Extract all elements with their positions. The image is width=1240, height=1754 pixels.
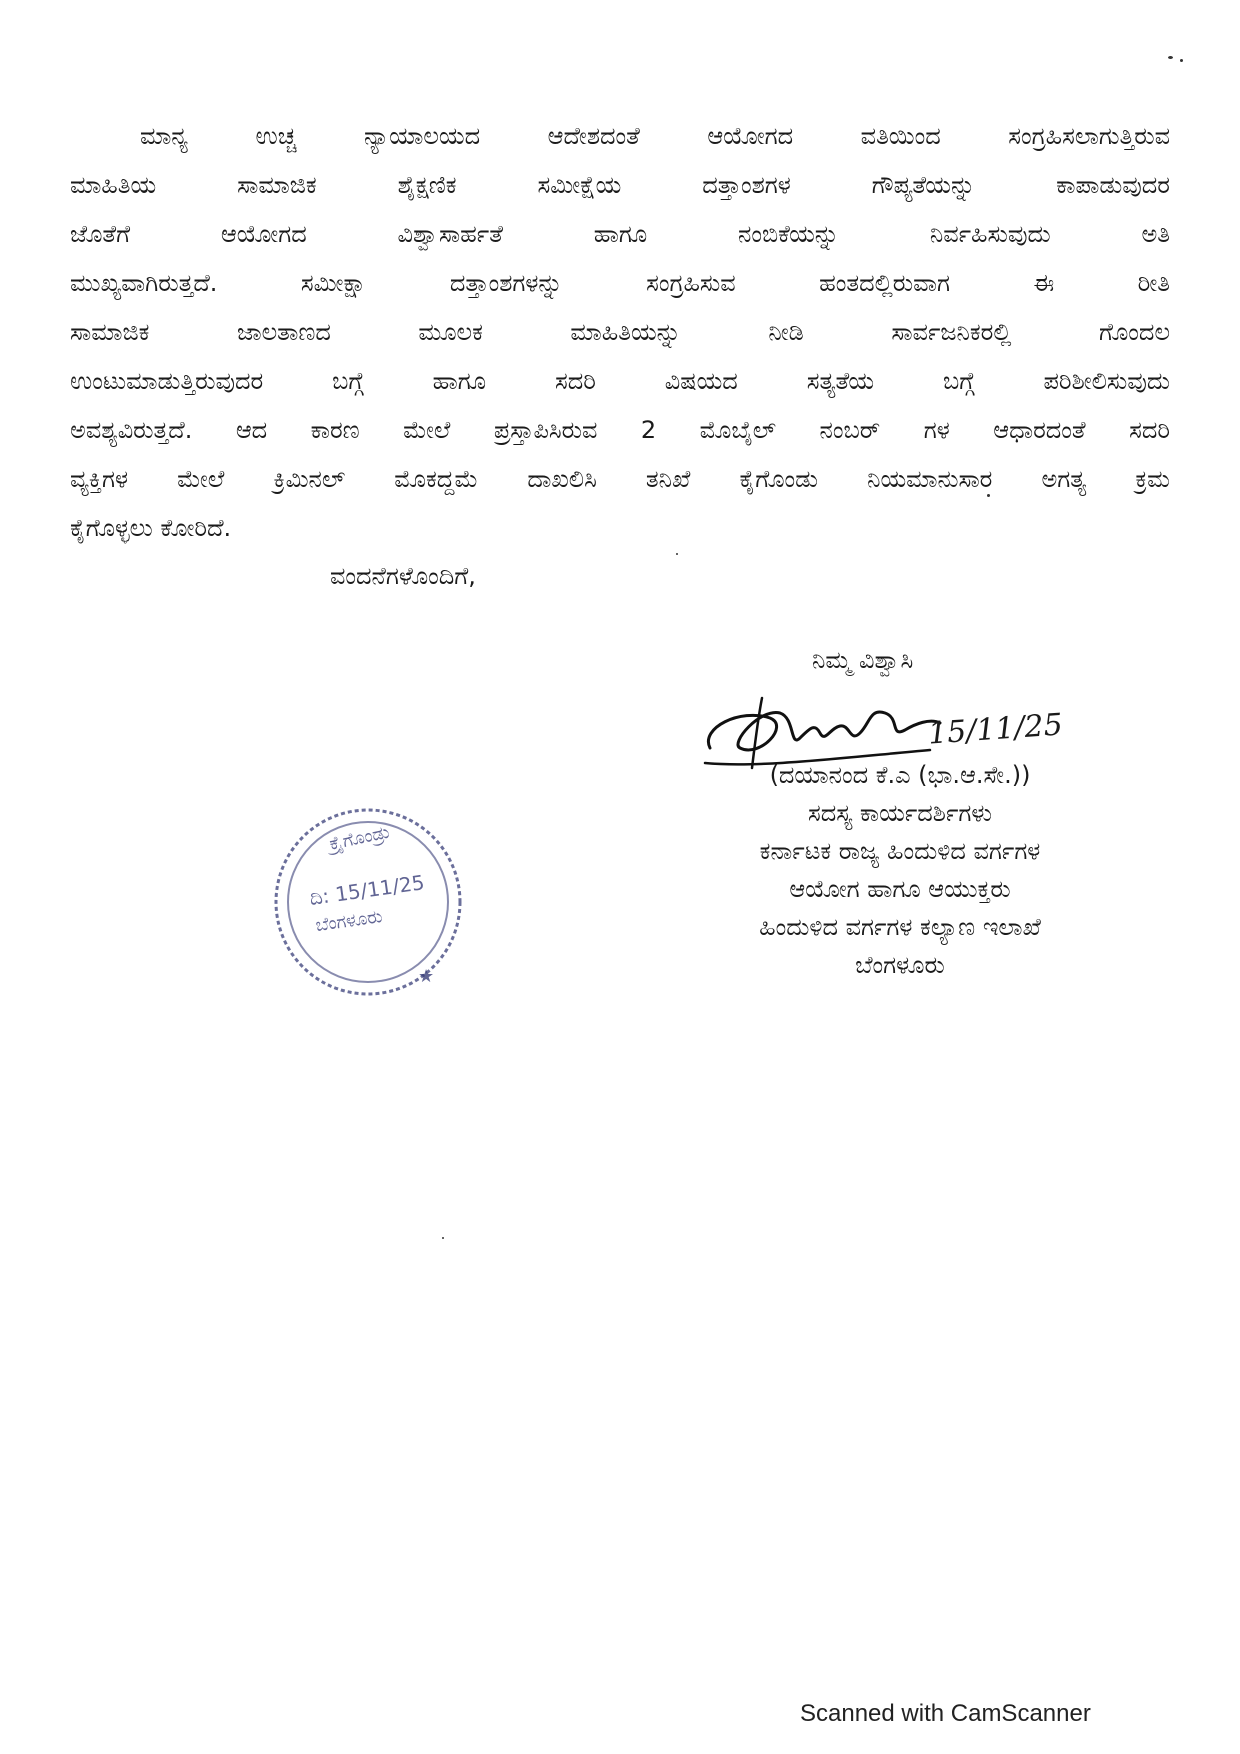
signatory-name: (ದಯಾನಂದ ಕೆ.ಎ (ಭಾ.ಆ.ಸೇ.)) <box>769 761 1031 789</box>
body-line: ಸಾಮಾಜಿಕ ಜಾಲತಾಣದ ಮೂಲಕ ಮಾಹಿತಿಯನ್ನು ನೀಡಿ ಸಾರ್ವಜನಿಕರಲ್ಲಿ ಗೊಂದಲ <box>70 318 1170 346</box>
yours-faithfully: ನಿಮ್ಮ ವಿಶ್ವಾಸಿ <box>812 646 914 674</box>
stamp-top-text: ಕ್ರೈಗೊಂಡ್ರು <box>327 821 393 855</box>
office-seal-stamp <box>268 802 468 1002</box>
stamp-star-icon: ★ <box>418 966 435 987</box>
body-line: ಜೊತೆಗೆ ಆಯೋಗದ ವಿಶ್ವಾಸಾರ್ಹತೆ ಹಾಗೂ ನಂಬಿಕೆಯನ್ನು ನಿರ್ವಹಿಸುವುದು ಅತಿ <box>70 220 1170 248</box>
stamp-date: ದಿ: 15/11/25 <box>307 870 426 911</box>
body-line: ಉಂಟುಮಾಡುತ್ತಿರುವುದರ ಬಗ್ಗೆ ಹಾಗೂ ಸದರಿ ವಿಷಯದ ಸತ್ಯತೆಯ ಬಗ್ಗೆ ಪರಿಶೀಲಿಸುವುದು <box>70 367 1170 395</box>
signatory-office-line: ಆಯೋಗ ಹಾಗೂ ಆಯುಕ್ತರು <box>789 875 1011 903</box>
scanner-watermark: Scanned with CamScanner <box>800 1700 1091 1727</box>
signatory-block <box>620 756 1180 984</box>
scan-speck <box>1180 59 1183 62</box>
closing-salutation: ವಂದನೆಗಳೊಂದಿಗೆ, <box>330 562 476 590</box>
body-line: ಮಾಹಿತಿಯ ಸಾಮಾಜಿಕ ಶೈಕ್ಷಣಿಕ ಸಮೀಕ್ಷೆಯ ದತ್ತಾಂಶಗಳ ಗೌಪ್ಯತೆಯನ್ನು ಕಾಪಾಡುವುದರ <box>70 171 1170 199</box>
body-line: ಕೈಗೊಳ್ಳಲು ಕೋರಿದೆ. <box>70 514 232 542</box>
body-line: ಮುಖ್ಯವಾಗಿರುತ್ತದೆ. ಸಮೀಕ್ಷಾ ದತ್ತಾಂಶಗಳನ್ನು ಸಂಗ್ರಹಿಸುವ ಹಂತದಲ್ಲಿರುವಾಗ ಈ ರೀತಿ <box>70 269 1170 297</box>
signatory-city: ಬೆಂಗಳೂರು <box>855 951 945 979</box>
letter-body <box>70 112 1170 553</box>
signatory-designation: ಸದಸ್ಯ ಕಾರ್ಯದರ್ಶಿಗಳು <box>807 799 993 827</box>
stamp-place: ಬೆಂಗಳೂರು <box>314 906 384 937</box>
signature-date: 15/11/25 <box>926 707 1064 752</box>
scan-speck <box>987 494 990 497</box>
signatory-office-line: ಹಿಂದುಳಿದ ವರ್ಗಗಳ ಕಲ್ಯಾಣ ಇಲಾಖೆ <box>759 913 1041 941</box>
body-line: ವ್ಯಕ್ತಿಗಳ ಮೇಲೆ ಕ್ರಿಮಿನಲ್ ಮೊಕದ್ದಮೆ ದಾಖಲಿಸಿ ತನಿಖೆ ಕೈಗೊಂಡು ನಿಯಮಾನುಸಾರ ಅಗತ್ಯ ಕ್ರಮ <box>70 465 1170 493</box>
body-line: ಮಾನ್ಯ ಉಚ್ಚ ನ್ಯಾಯಾಲಯದ ಆದೇಶದಂತೆ ಆಯೋಗದ ವತಿಯಿಂದ ಸಂಗ್ರಹಿಸಲಾಗುತ್ತಿರುವ <box>140 122 1170 150</box>
scan-speck <box>1168 56 1173 59</box>
scan-speck <box>676 553 678 555</box>
signatory-office-line: ಕರ್ನಾಟಕ ರಾಜ್ಯ ಹಿಂದುಳಿದ ವರ್ಗಗಳ <box>759 837 1041 865</box>
body-line: ಅವಶ್ಯವಿರುತ್ತದೆ. ಆದ ಕಾರಣ ಮೇಲೆ ಪ್ರಸ್ತಾಪಿಸಿರುವ 2 ಮೊಬೈಲ್ ನಂಬರ್ ಗಳ ಆಧಾರದಂತೆ ಸದರಿ <box>70 416 1170 444</box>
scan-speck <box>442 1237 444 1239</box>
